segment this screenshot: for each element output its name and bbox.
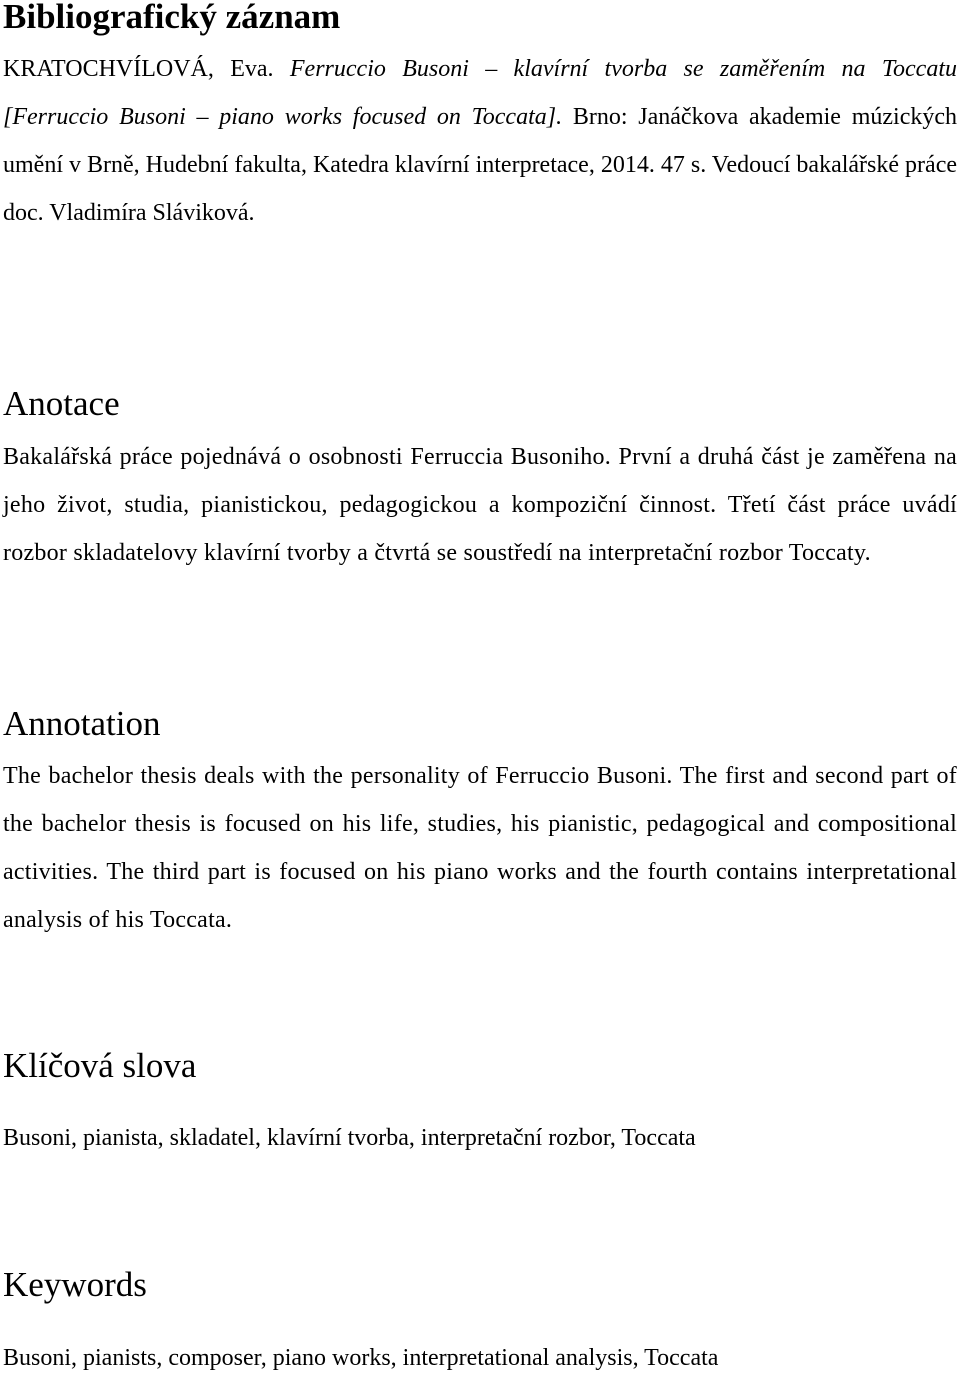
bibliographic-author: KRATOCHVÍLOVÁ, Eva. bbox=[3, 56, 274, 82]
bibliographic-heading: Bibliografický záznam bbox=[3, 0, 341, 36]
annotation-heading: Annotation bbox=[3, 704, 161, 743]
klicova-slova-heading: Klíčová slova bbox=[3, 1046, 197, 1085]
bibliographic-publication: Brno: Janáčkova akademie múzických umění v Brně, Hudební fakulta, Katedra klavírní interpretace, 2014. 47 s. Vedoucí bakalářské práce doc. Vladimíra Sláviková. bbox=[3, 104, 958, 226]
keywords-text: Busoni, pianists, composer, piano works, interpretational analysis, Toccata bbox=[3, 1345, 719, 1371]
klicova-slova-text: Busoni, pianista, skladatel, klavírní tvorba, interpretační rozbor, Toccata bbox=[3, 1125, 696, 1151]
bibliographic-title: Ferruccio Busoni – klavírní tvorba se zaměřením na Toccatu [Ferruccio Busoni – piano works focused on Toccata]. bbox=[3, 56, 957, 130]
anotace-heading: Anotace bbox=[3, 384, 120, 423]
keywords-heading: Keywords bbox=[3, 1265, 147, 1304]
annotation-text: The bachelor thesis deals with the personality of Ferruccio Busoni. The first and second part of the bachelor thesis is focused on his life, studies, his pianistic, pedagogical and compositional activities. The third part is focused on his piano works and the fourth contains interpretational analysis of his Toccata. bbox=[3, 763, 957, 933]
bibliographic-record bbox=[3, 45, 957, 237]
anotace-text: Bakalářská práce pojednává o osobnosti Ferruccia Busoniho. První a druhá část je zaměřena na jeho život, studia, pianistickou, pedagogickou a kompoziční činnost. Třetí část práce uvádí rozbor skladatelovy klavírní tvorby a čtvrtá se soustředí na interpretační rozbor Toccaty. bbox=[3, 444, 957, 566]
